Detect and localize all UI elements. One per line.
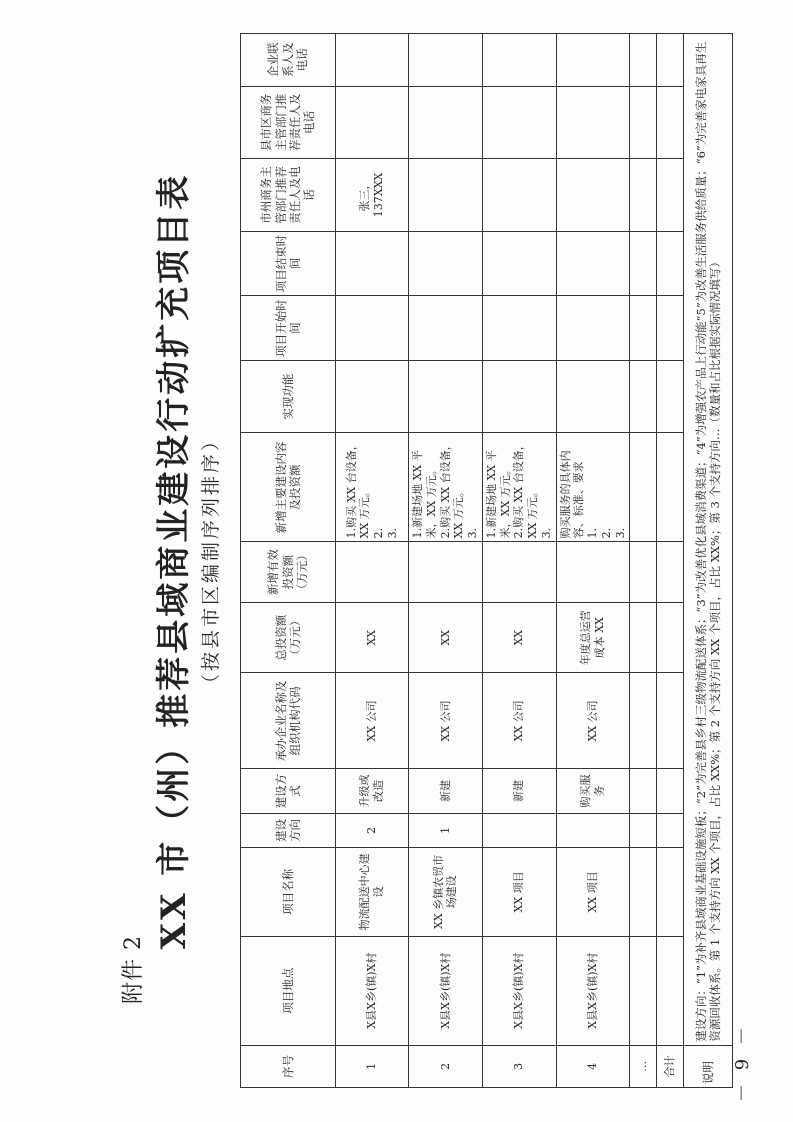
cell-content — [336, 433, 409, 542]
cell-name: XX 项目 — [556, 847, 630, 936]
cell-name: XX 乡镇农贸市场建设 — [409, 847, 483, 936]
header-name: 项目名称 — [241, 847, 336, 936]
header-total: 总投资额（万元） — [241, 602, 336, 673]
cell-function — [409, 360, 483, 433]
cell-contact — [336, 34, 409, 87]
cell-location: X县X乡(镇)X村 — [482, 936, 556, 1045]
content-line: 1.新建场地 XX 平米，XX 万元。 — [411, 450, 438, 539]
header-function: 实现功能 — [241, 360, 336, 433]
cell-function — [336, 360, 409, 433]
cell-new-invest — [336, 542, 409, 603]
cell-end — [556, 231, 630, 296]
cell-mode: 新建 — [482, 769, 556, 813]
cell-no: 4 — [556, 1045, 630, 1087]
cell-start — [409, 296, 483, 361]
cell-mode: 购买服务 — [556, 769, 630, 813]
cell-end — [409, 231, 483, 296]
cell-total: XX — [336, 602, 409, 673]
sum-label: 合计 — [657, 1045, 684, 1087]
note-label: 说明 — [684, 1045, 733, 1087]
header-no: 序号 — [241, 1045, 336, 1087]
cell-no: 3 — [482, 1045, 556, 1087]
content-line: 1.购买 XX 台设备，XX 万元。 — [344, 439, 372, 539]
ellipsis-row — [630, 34, 657, 1088]
cell-direction: 2 — [336, 813, 409, 847]
table-row — [409, 34, 483, 1088]
project-table — [240, 33, 733, 1088]
table-row — [482, 34, 556, 1088]
cell-direction — [556, 813, 630, 847]
document-title: XX 市（州）推荐县域商业建设行动扩充项目表 — [154, 172, 194, 950]
cell-new-invest — [556, 542, 630, 603]
sum-row — [657, 34, 684, 1088]
note-text: 建设方向：“1”为补齐县域商业基础设施短板；“2”为完善县乡村三级物流配送体系；“3”为改善优化县域消费渠道；“4”为增强农产品上行动能“5”为改善生活服务供给质量；“6”为完善家电家具再生资源回收体系。第 1 个支持方向 XX 个项目，占比 XX%；第 2 个支持方向 XX 个项目，占比 XX%；第 3 个支持方向…（数量和占比根据实际情况填写） — [684, 34, 733, 1046]
header-new-invest: 新增有效投资额（万元） — [241, 542, 336, 603]
cell-direction — [482, 813, 556, 847]
cell-total: XX — [482, 602, 556, 673]
header-city-rec: 市州商务主管部门推荐责任人及电话 — [241, 159, 336, 232]
content-line: 3. — [539, 527, 553, 539]
header-contact: 企业联系人及电话 — [241, 34, 336, 87]
cell-start — [336, 296, 409, 361]
table-row — [556, 34, 630, 1088]
cell-no: 2 — [409, 1045, 483, 1087]
cell-city-rec — [482, 159, 556, 232]
cell-contact — [556, 34, 630, 87]
note-row — [684, 34, 733, 1088]
cell-content — [482, 433, 556, 542]
cell-location: X县X乡(镇)X村 — [336, 936, 409, 1045]
cell-company: XX 公司 — [482, 673, 556, 769]
header-direction: 建设方向 — [241, 813, 336, 847]
cell-name: XX 项目 — [482, 847, 556, 936]
cell-function — [482, 360, 556, 433]
header-county-rec: 县市区商务主管部门推荐责任人及电话 — [241, 86, 336, 159]
header-mode: 建设方式 — [241, 769, 336, 813]
cell-no: 1 — [336, 1045, 409, 1087]
cell-content — [556, 433, 630, 542]
cell-contact — [482, 34, 556, 87]
header-end: 项目结束时间 — [241, 231, 336, 296]
cell-end — [336, 231, 409, 296]
page-number: － 9 － — [732, 1023, 753, 1102]
cell-start — [556, 296, 630, 361]
cell-total: XX — [409, 602, 483, 673]
cell-start — [482, 296, 556, 361]
attachment-label: 附件 2 — [121, 935, 146, 1004]
cell-new-invest — [409, 542, 483, 603]
cell-location: X县X乡(镇)X村 — [556, 936, 630, 1045]
content-line: 2. — [372, 527, 385, 539]
header-row — [241, 34, 336, 1088]
content-line: 3. — [613, 527, 627, 539]
cell-contact — [409, 34, 483, 87]
cell-county-rec — [482, 86, 556, 159]
cell-company: XX 公司 — [556, 673, 630, 769]
cell-new-invest — [482, 542, 556, 603]
cell-city-rec — [556, 159, 630, 232]
content-line: 2.购买 XX 台设备，XX 万元。 — [512, 439, 539, 539]
content-line: 购买服务的具体内容、标准、要求 — [558, 450, 586, 539]
cell-name: 物流配送中心建设 — [336, 847, 409, 936]
content-line: 2.购买 XX 台设备，XX 万元。 — [438, 439, 466, 539]
cell-county-rec — [556, 86, 630, 159]
ellipsis-cell: … — [630, 1045, 657, 1087]
content-line: 2. — [599, 527, 613, 539]
header-content: 新增主要建设内容及投资额 — [241, 433, 336, 542]
header-location: 项目地点 — [241, 936, 336, 1045]
document-subtitle: （按县市区编制序列排序） — [200, 429, 222, 694]
cell-mode: 升级或改造 — [336, 769, 409, 813]
table-row — [336, 34, 409, 1088]
cell-content — [409, 433, 483, 542]
content-line: 3. — [385, 527, 399, 539]
cell-direction: 1 — [409, 813, 483, 847]
cell-end — [482, 231, 556, 296]
cell-total: 年度总运营成本 XX — [556, 602, 630, 673]
cell-company: XX 公司 — [336, 673, 409, 769]
cell-county-rec — [336, 86, 409, 159]
cell-county-rec — [409, 86, 483, 159]
cell-city-rec: 张三，137XXX — [336, 159, 409, 232]
content-line: 3. — [466, 527, 479, 539]
content-line: 1.新建场地 XX 平米，XX 万元。 — [484, 450, 512, 539]
cell-city-rec — [409, 159, 483, 232]
header-company: 承办企业名称及组织机构代码 — [241, 673, 336, 769]
header-start: 项目开始时间 — [241, 296, 336, 361]
cell-mode: 新建 — [409, 769, 483, 813]
cell-location: X县X乡(镇)X村 — [409, 936, 483, 1045]
cell-function — [556, 360, 630, 433]
content-line: 1. — [586, 527, 599, 539]
cell-company: XX 公司 — [409, 673, 483, 769]
